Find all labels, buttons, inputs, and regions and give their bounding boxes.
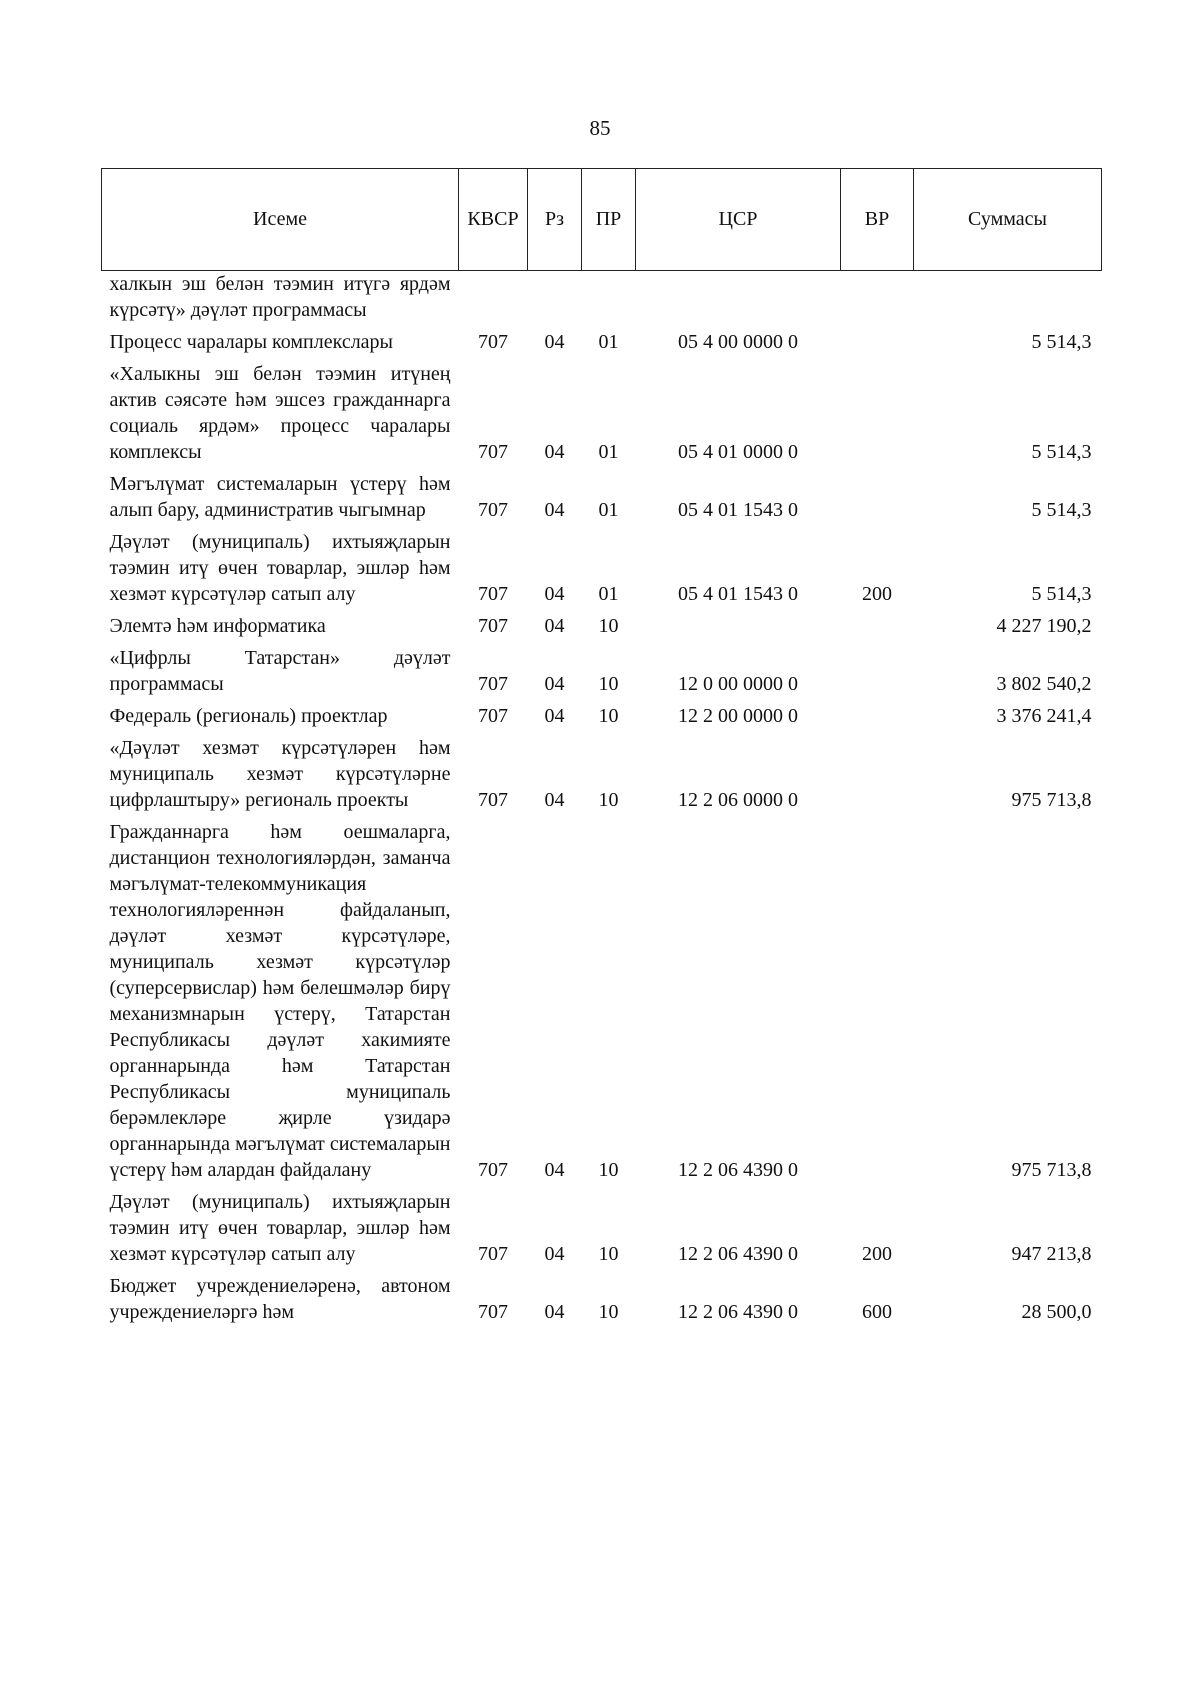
row-csr-cell: 05 4 01 1543 0	[678, 499, 798, 521]
row-name-cell: «Дәүләт хезмәт күрсәтүләрен һәм муниципаль хезмәт күрсәтүләрне цифрлаштыру» региональ проекты	[109, 737, 451, 811]
table-row	[102, 359, 1102, 469]
row-sum-cell: 3 802 540,2	[996, 673, 1092, 695]
row-vr-cell	[841, 701, 914, 733]
table-row	[102, 701, 1102, 733]
table-row	[102, 527, 1102, 611]
row-vr-cell: 200	[862, 583, 892, 605]
row-pr-cell: 10	[598, 673, 619, 695]
header-vr: ВР	[841, 169, 914, 271]
row-name-cell: Гражданнарга һәм оешмаларга, дистанцион технологияләрдән, заманча мәгълүмат-телекоммуникация технологияләреннән файдаланып, дәүләт хезмәт күрсәтүләре, муниципаль хезмәт күрсәтүләр (суперсервислар) һәм белешмәләр бирү механизмнарын үстерү, Татарстан Республикасы дәүләт хакимияте органнарында һәм Татарстан Республикасы муниципаль берәмлекләре җирле үзидарә органнарында мәгълүмат системаларын үстерү һәм алардан файдалану	[109, 821, 451, 1181]
row-rz-cell: 04	[544, 615, 565, 637]
row-sum-cell: 975 713,8	[1011, 789, 1092, 811]
row-sum-cell: 28 500,0	[1021, 1301, 1092, 1323]
row-rz-cell: 04	[544, 331, 565, 353]
table-row	[102, 327, 1102, 359]
row-rz-cell: 04	[544, 583, 565, 605]
row-name-cell: «Цифрлы Татарстан» дәүләт программасы	[109, 647, 451, 695]
row-kvsr-cell: 707	[478, 499, 508, 521]
row-kvsr-cell: 707	[478, 789, 508, 811]
row-kvsr-cell: 707	[478, 615, 508, 637]
row-rz-cell: 04	[544, 673, 565, 695]
row-sum-cell: 947 213,8	[1011, 1243, 1092, 1265]
row-pr-cell	[582, 271, 636, 328]
row-sum-cell: 4 227 190,2	[996, 615, 1092, 637]
row-pr-cell: 10	[598, 1159, 619, 1181]
row-rz-cell	[528, 271, 582, 328]
row-vr-cell	[841, 327, 914, 359]
row-sum-cell: 975 713,8	[1011, 1159, 1092, 1181]
table-row	[102, 1187, 1102, 1271]
row-sum-cell: 5 514,3	[1031, 583, 1092, 605]
row-rz-cell: 04	[544, 789, 565, 811]
row-sum-cell: 3 376 241,4	[996, 705, 1092, 727]
row-csr-cell: 05 4 01 1543 0	[678, 583, 798, 605]
row-pr-cell: 01	[598, 331, 619, 353]
budget-table-container	[101, 168, 1101, 1329]
row-csr-cell: 05 4 01 0000 0	[678, 441, 798, 463]
row-kvsr-cell: 707	[478, 331, 508, 353]
table-row	[102, 611, 1102, 643]
row-csr-cell	[636, 271, 841, 328]
row-kvsr-cell: 707	[478, 1243, 508, 1265]
row-rz-cell: 04	[544, 1159, 565, 1181]
row-rz-cell: 04	[544, 441, 565, 463]
row-vr-cell	[841, 611, 914, 643]
row-vr-cell	[841, 469, 914, 527]
header-name: Исеме	[102, 169, 459, 271]
budget-table	[101, 168, 1102, 1329]
table-row	[102, 469, 1102, 527]
row-sum-cell: 5 514,3	[1031, 499, 1092, 521]
row-name-cell: Элемтә һәм информатика	[109, 615, 326, 637]
row-vr-cell	[841, 643, 914, 701]
row-vr-cell	[841, 359, 914, 469]
row-name-cell: «Халыкны эш белән тәэмин итүнең актив сәясәте һәм эшсез гражданнарга социаль ярдәм» процесс чаралары комплексы	[109, 363, 451, 463]
row-vr-cell	[841, 271, 914, 328]
header-sum: Суммасы	[914, 169, 1102, 271]
row-name-cell: Бюджет учреждениеләренә, автоном учреждениеләргә һәм	[109, 1275, 451, 1323]
table-header	[102, 169, 1102, 271]
row-csr-cell: 12 2 06 4390 0	[678, 1301, 798, 1323]
row-name-cell: халкын эш белән тәэмин итүгә ярдәм күрсәтү» дәүләт программасы	[109, 273, 451, 321]
row-kvsr-cell: 707	[478, 583, 508, 605]
row-pr-cell: 10	[598, 1301, 619, 1323]
header-rz: Рз	[528, 169, 582, 271]
row-csr-cell	[636, 611, 841, 643]
row-pr-cell: 10	[598, 1243, 619, 1265]
row-rz-cell: 04	[544, 1243, 565, 1265]
row-rz-cell: 04	[544, 705, 565, 727]
row-vr-cell: 600	[862, 1301, 892, 1323]
row-rz-cell: 04	[544, 499, 565, 521]
row-pr-cell: 01	[598, 499, 619, 521]
table-row	[102, 733, 1102, 817]
table-row	[102, 817, 1102, 1187]
page-number: 85	[589, 116, 611, 140]
row-pr-cell: 10	[598, 615, 619, 637]
row-kvsr-cell: 707	[478, 1159, 508, 1181]
row-name-cell: Процесс чаралары комплекслары	[109, 331, 393, 353]
row-sum-cell	[914, 271, 1102, 328]
row-kvsr-cell: 707	[478, 1301, 508, 1323]
table-body	[102, 271, 1102, 1330]
row-csr-cell: 05 4 00 0000 0	[678, 331, 798, 353]
row-kvsr-cell: 707	[478, 673, 508, 695]
row-csr-cell: 12 2 06 4390 0	[678, 1243, 798, 1265]
table-row	[102, 643, 1102, 701]
header-pr: ПР	[582, 169, 636, 271]
row-vr-cell: 200	[862, 1243, 892, 1265]
row-name-cell: Федераль (региональ) проектлар	[109, 705, 388, 727]
row-vr-cell	[841, 817, 914, 1187]
header-csr: ЦСР	[636, 169, 841, 271]
table-row	[102, 1271, 1102, 1329]
row-pr-cell: 01	[598, 583, 619, 605]
row-kvsr-cell	[459, 271, 528, 328]
row-name-cell: Мәгълүмат системаларын үстерү һәм алып бару, административ чыгымнар	[109, 473, 451, 521]
row-rz-cell: 04	[544, 1301, 565, 1323]
row-csr-cell: 12 0 00 0000 0	[678, 673, 798, 695]
row-sum-cell: 5 514,3	[1031, 331, 1092, 353]
row-sum-cell: 5 514,3	[1031, 441, 1092, 463]
header-kvsr: КВСР	[459, 169, 528, 271]
row-kvsr-cell: 707	[478, 441, 508, 463]
row-pr-cell: 10	[598, 705, 619, 727]
row-name-cell: Дәүләт (муниципаль) ихтыяҗларын тәэмин итү өчен товарлар, эшләр һәм хезмәт күрсәтүләр сатып алу	[109, 531, 451, 605]
row-pr-cell: 01	[598, 441, 619, 463]
row-kvsr-cell: 707	[478, 705, 508, 727]
row-name-cell: Дәүләт (муниципаль) ихтыяҗларын тәэмин итү өчен товарлар, эшләр һәм хезмәт күрсәтүләр сатып алу	[109, 1191, 451, 1265]
table-row	[102, 271, 1102, 328]
row-vr-cell	[841, 733, 914, 817]
row-csr-cell: 12 2 06 0000 0	[678, 789, 798, 811]
row-pr-cell: 10	[598, 789, 619, 811]
row-csr-cell: 12 2 06 4390 0	[678, 1159, 798, 1181]
row-csr-cell: 12 2 00 0000 0	[678, 705, 798, 727]
